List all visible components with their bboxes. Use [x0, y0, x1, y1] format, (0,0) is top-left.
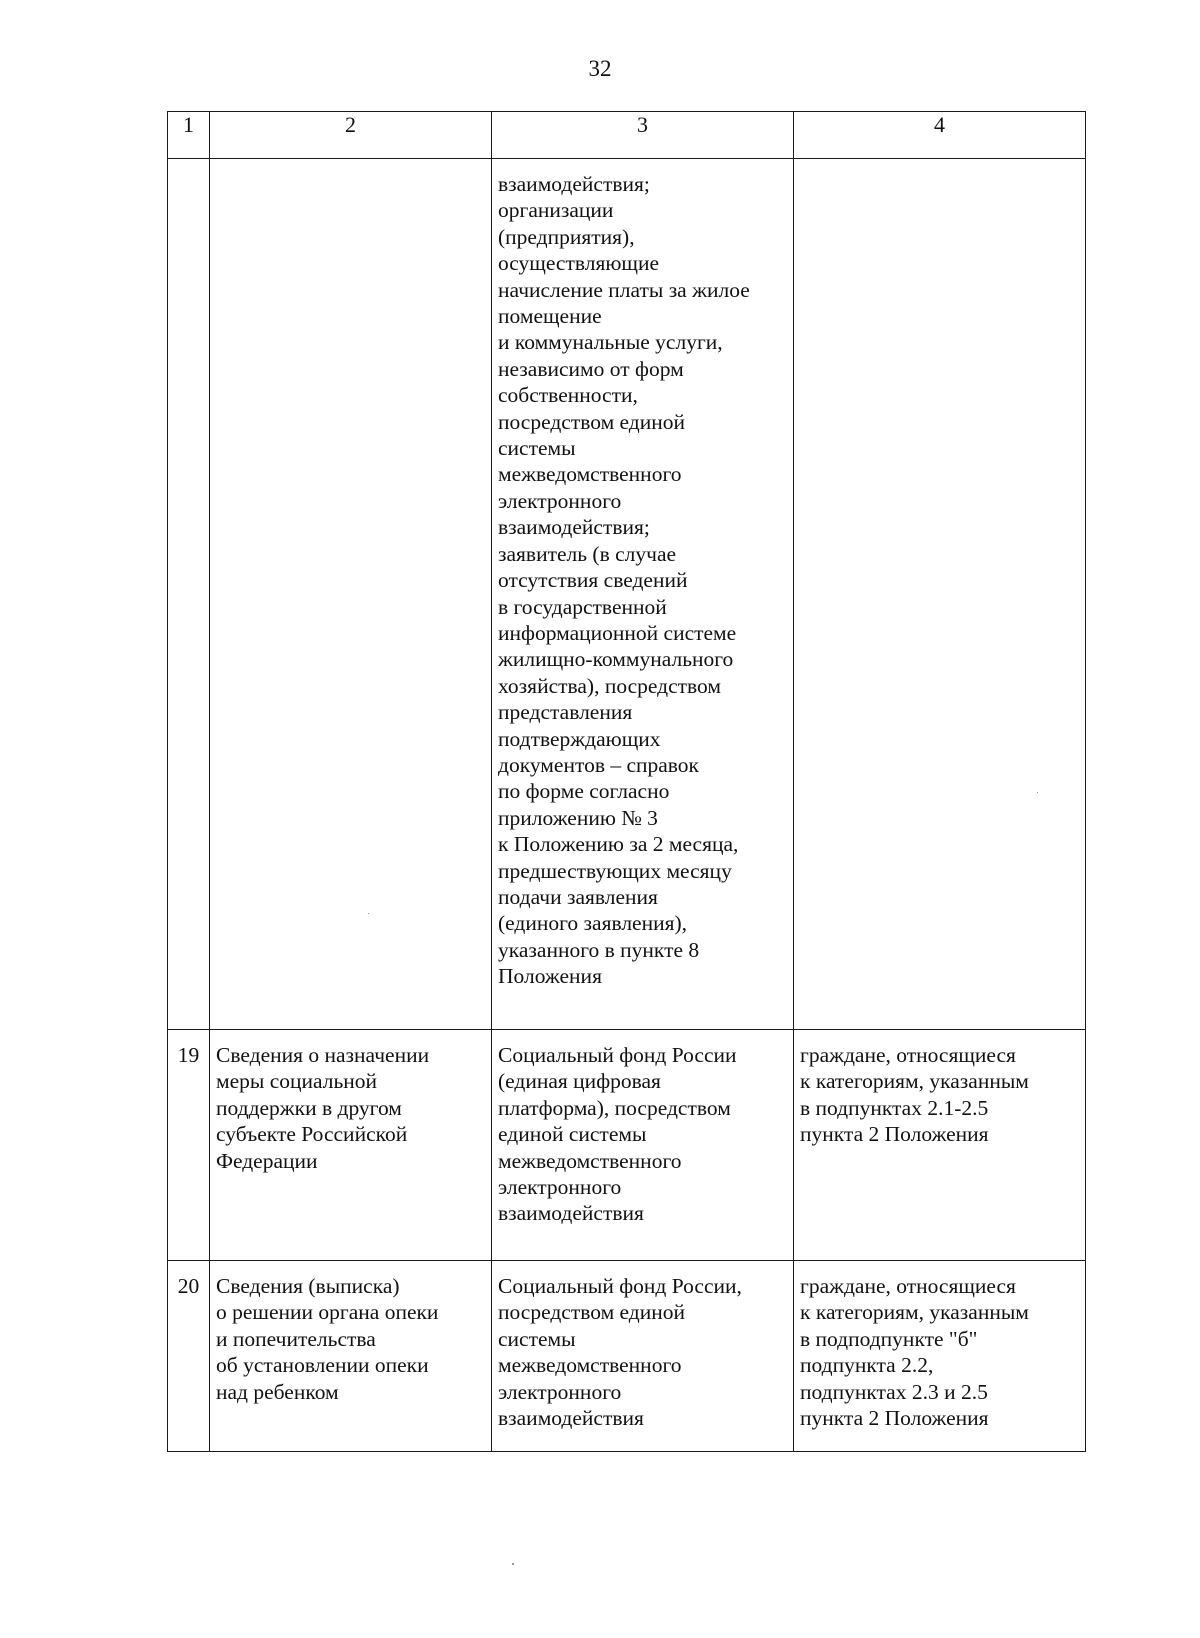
recipients-cell — [794, 1261, 1086, 1452]
row-number — [168, 159, 209, 171]
table-row — [168, 1030, 1086, 1261]
table-row — [168, 159, 1086, 1030]
info-name — [210, 159, 491, 171]
recipients: граждане, относящиеся к категориям, указанным в подпунктах 2.1-2.5 пункта 2 Положения — [800, 1043, 1029, 1147]
header-cell-4: 4 — [794, 112, 1086, 159]
info-name: Сведения (выписка) о решении органа опеки и попечительства об установлении опеки над ребенком — [216, 1274, 439, 1404]
table-row — [168, 1261, 1086, 1452]
data-table — [167, 111, 1086, 1452]
info-name-cell — [210, 159, 492, 1030]
info-name-cell — [210, 1030, 492, 1261]
info-source-cell — [492, 1261, 794, 1452]
info-name: Сведения о назначении меры социальной поддержки в другом субъекте Российской Федерации — [216, 1043, 430, 1173]
scan-speck — [1037, 792, 1038, 793]
info-source: взаимодействия; организации (предприятия), осуществляющие начисление платы за жилое помещение и коммунальные услуги, независимо от форм собственности, посредством единой системы межведомственного электронного взаимодействия; заявитель (в случае отсутствия сведений в государственной информационной системе жилищно-коммунального хозяйства), посредством представления подтверждающих документов – справок по форме согласно приложению № 3 к Положению за 2 месяца, предшествующих месяцу подачи заявления (единого заявления), указанного в пункте 8 Положения — [498, 172, 750, 989]
info-source: Социальный фонд России, посредством единой системы межведомственного электронного взаимодействия — [498, 1274, 742, 1431]
row-number: 19 — [177, 1043, 200, 1067]
page-number: 32 — [588, 56, 612, 81]
info-name-cell — [210, 1261, 492, 1452]
recipients-cell — [794, 159, 1086, 1030]
row-number: 20 — [177, 1274, 200, 1298]
row-number-cell — [168, 159, 210, 1030]
info-source-cell — [492, 1030, 794, 1261]
recipients — [794, 159, 1085, 171]
header-cell-3: 3 — [492, 112, 794, 159]
table-header-row — [168, 112, 1086, 159]
header-cell-2: 2 — [210, 112, 492, 159]
scan-speck — [368, 913, 369, 914]
recipients: граждане, относящиеся к категориям, указанным в подподпункте "б" подпункта 2.2, подпунктах 2.3 и 2.5 пункта 2 Положения — [800, 1274, 1029, 1431]
info-source-cell — [492, 159, 794, 1030]
info-source: Социальный фонд России (единая цифровая платформа), посредством единой системы межведомственного электронного взаимодействия — [498, 1043, 737, 1226]
scan-speck — [512, 1563, 514, 1565]
recipients-cell — [794, 1030, 1086, 1261]
row-number-cell — [168, 1030, 210, 1261]
row-number-cell — [168, 1261, 210, 1452]
header-cell-1: 1 — [168, 112, 210, 159]
